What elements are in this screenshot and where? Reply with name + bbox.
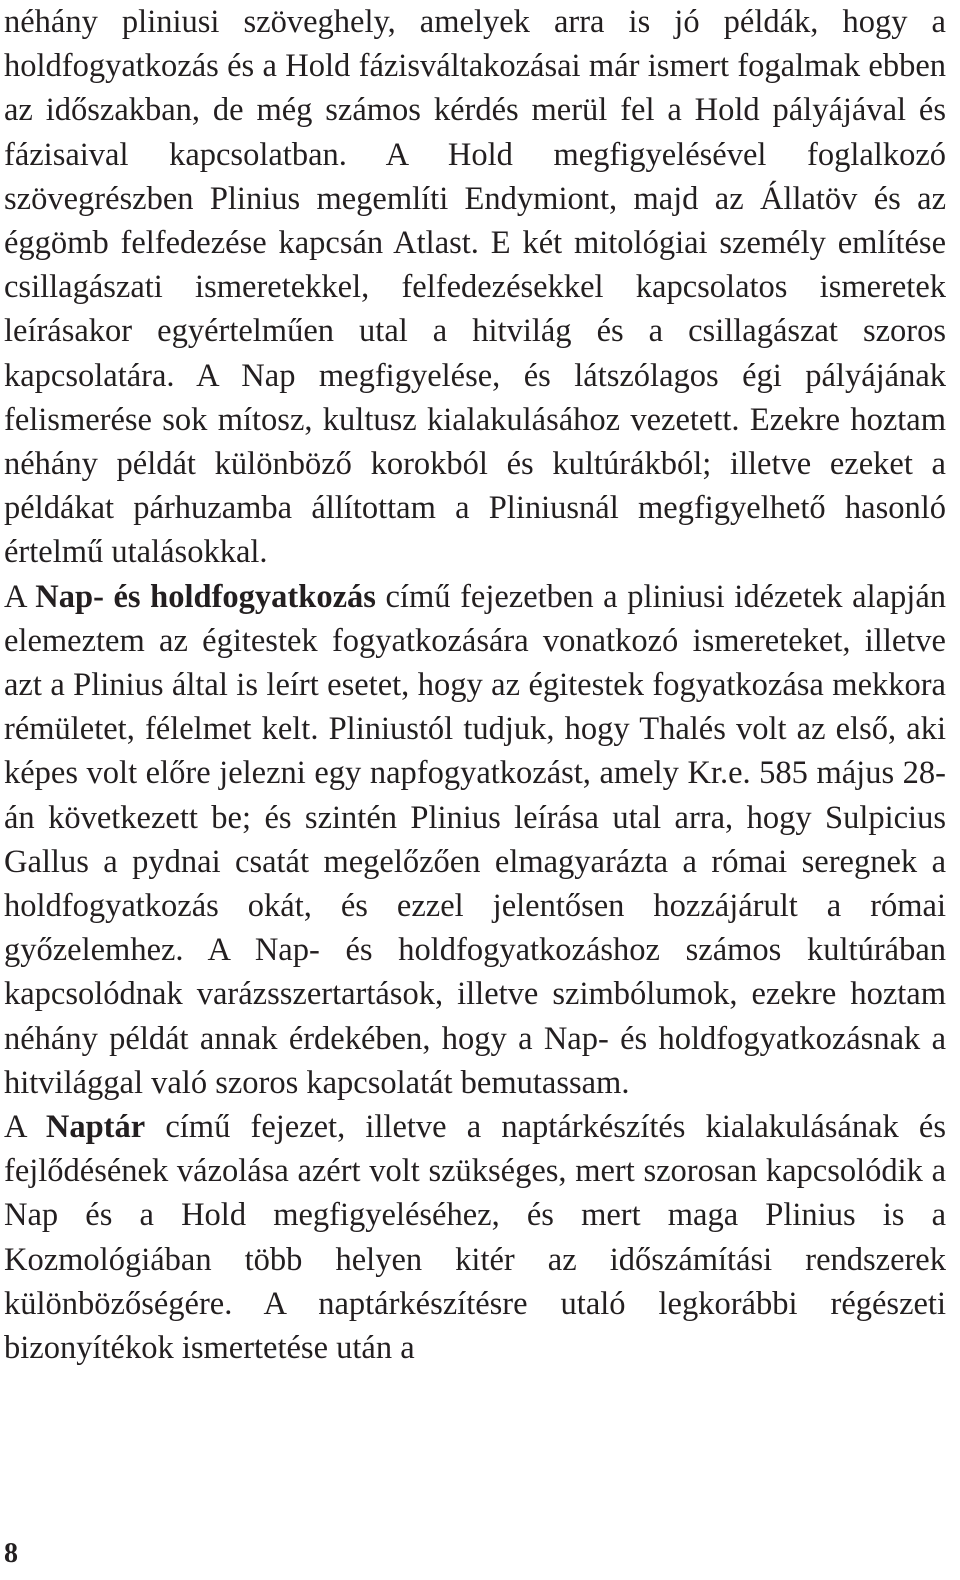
paragraph-eclipses	[4, 575, 946, 1105]
paragraph-pliny-moon-sun	[4, 0, 946, 575]
document-body	[4, 0, 946, 1370]
paragraph-text: című fejezetben a pliniusi idézetek alapján elemeztem az égitestek fogyatkozására vonatkozó ismereteket, illetve azt a Plinius által is leírt esetet, hogy az égitestek fogyatkozása mekkora rémületet, félelmet kelt. Pliniustól tudjuk, hogy Thalés volt az első, aki képes volt előre jelezni egy napfogyatkozást, amely Kr.e. 585 május 28-án következett be; és szintén Plinius leírása utal arra, hogy Sulpicius Gallus a pydnai csatát megelőzően elmagyarázta a római seregnek a holdfogyatkozás okát, és ezzel jelentősen hozzájárult a római győzelemhez. A Nap- és holdfogyatkozáshoz számos kultúrában kapcsolódnak varázsszertartások, illetve szimbólumok, ezekre hoztam néhány példát annak érdekében, hogy a Nap- és holdfogyatkozásnak a hitvilággal való szoros kapcsolatát bemutassam.	[4, 578, 946, 1101]
paragraph-calendar	[4, 1105, 946, 1370]
chapter-title-calendar: Naptár	[45, 1109, 146, 1146]
paragraph-lead: A	[4, 578, 36, 615]
page-number: 8	[4, 1538, 18, 1569]
chapter-title-eclipses: Nap- és holdfogyatkozás	[35, 578, 376, 615]
paragraph-text: néhány pliniusi szöveghely, amelyek arra is jó példák, hogy a holdfogyatkozás és a Hold fázisváltakozásai már ismert fogalmak ebben az időszakban, de még számos kérdés merül fel a Hold pályájával és fázisaival kapcsolatban. A Hold megfigyelésével foglalkozó szövegrészben Plinius megemlíti Endymiont, majd az Állatöv és az éggömb felfedezése kapcsán Atlast. E két mitológiai személy említése csillagászati ismeretekkel, felfedezésekkel kapcsolatos ismeretek leírásakor egyértelműen utal a hitvilág és a csillagászat szoros kapcsolatára. A Nap megfigyelése, és látszólagos égi pályájának felismerése sok mítosz, kultusz kialakulásához vezetett. Ezekre hoztam néhány példát különböző korokból és kultúrákból; illetve ezeket a példákat párhuzamba állítottam a Pliniusnál megfigyelhető hasonló értelmű utalásokkal.	[4, 4, 946, 571]
paragraph-text: című fejezet, illetve a naptárkészítés kialakulásának és fejlődésének vázolása azért volt szükséges, mert szorosan kapcsolódik a Nap és a Hold megfigyeléséhez, és mert maga Plinius is a Kozmológiában több helyen kitér az időszámítási rendszerek különbözőségére. A naptárkészítésre utaló legkorábbi régészeti bizonyítékok ismertetése után a	[4, 1109, 946, 1367]
paragraph-lead: A	[4, 1109, 46, 1146]
